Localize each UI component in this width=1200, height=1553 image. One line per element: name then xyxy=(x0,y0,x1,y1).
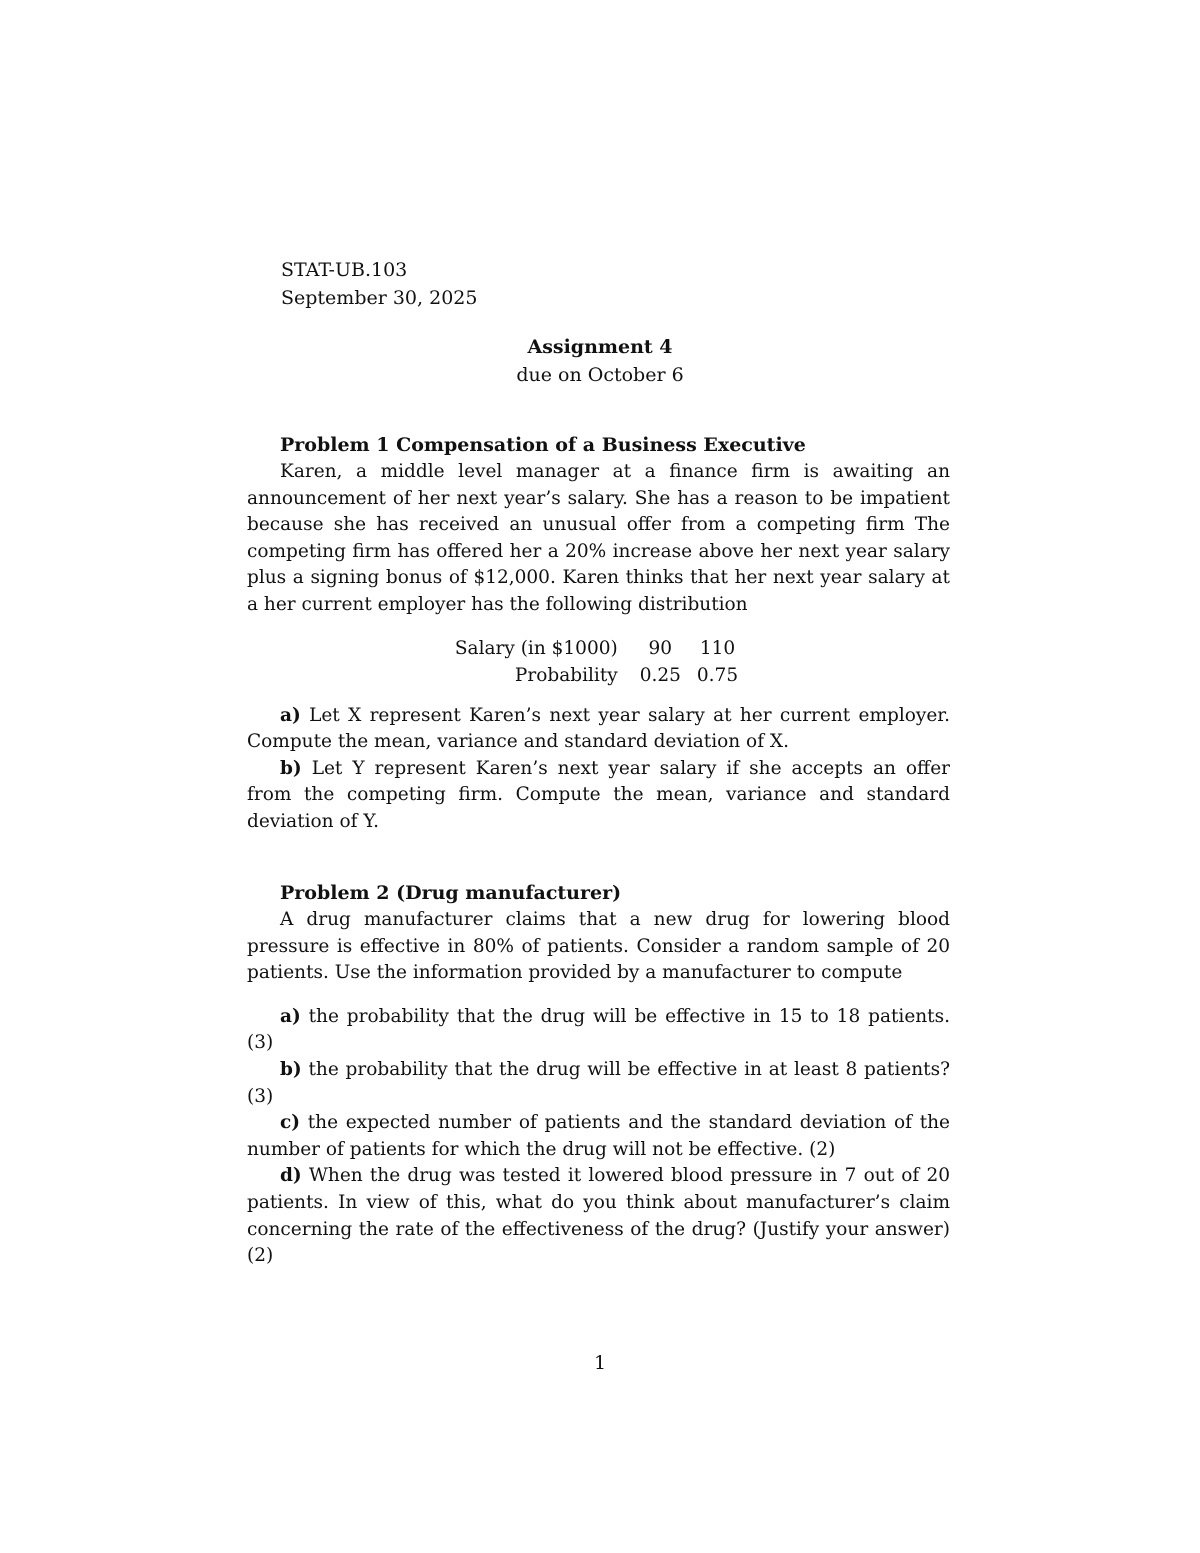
problem-1-part-b xyxy=(247,756,950,836)
probability-label: Probability xyxy=(514,664,618,686)
due-date: due on October 6 xyxy=(516,364,684,386)
part-label: a) xyxy=(280,1005,301,1027)
problem-1-part-a xyxy=(247,703,950,756)
table-cell: 0.25 xyxy=(639,664,681,686)
title-block xyxy=(0,333,1200,389)
part-label: a) xyxy=(280,704,301,726)
course-code: STAT-UB.103 xyxy=(281,259,408,281)
problem-1-intro: Karen, a middle level manager at a finance firm is awaiting an announcement of her next year’s salary. She has a reason to be impatient because she has received an unusual offer from a competing firm The competing firm has offered her a 20% increase above her next year salary plus a signing bonus of $12,000. Karen thinks that her next year salary at a her current employer has the following distribution xyxy=(247,461,950,615)
problem-1 xyxy=(247,432,950,836)
part-text: the probability that the drug will be effective in 15 to 18 patients.(3) xyxy=(247,1005,950,1054)
part-text: Let Y represent Karen’s next year salary if she accepts an offer from the competing firm. Compute the mean, variance and standard deviation of Y. xyxy=(247,757,950,832)
problem-2-part-d xyxy=(247,1163,950,1269)
assignment-date: September 30, 2025 xyxy=(281,287,478,309)
part-label: d) xyxy=(280,1165,302,1187)
problem-2 xyxy=(247,880,950,1270)
assignment-title: Assignment 4 xyxy=(527,336,673,358)
part-label: b) xyxy=(280,757,302,779)
course-info xyxy=(281,256,477,312)
table-cell: 110 xyxy=(699,637,736,659)
problem-2-heading: Problem 2 (Drug manufacturer) xyxy=(280,882,622,904)
salary-label: Salary (in $1000) xyxy=(454,637,618,659)
problem-2-part-a xyxy=(247,1004,950,1057)
part-label: b) xyxy=(280,1058,302,1080)
part-label: c) xyxy=(280,1112,301,1134)
table-row xyxy=(447,662,746,689)
problem-2-intro: A drug manufacturer claims that a new drug for lowering blood pressure is effective in 80% of patients. Consider a random sample of 20 patients. Use the information provided by a manufacturer to compute xyxy=(247,909,950,984)
part-text: the expected number of patients and the standard deviation of the number of patients for which the drug will not be effective. (2) xyxy=(247,1112,950,1160)
page-number: 1 xyxy=(593,1352,607,1374)
part-text: When the drug was tested it lowered blood pressure in 7 out of 20 patients. In view of this, what do you think about manufacturer’s claim concerning the rate of the effectiveness of the drug? (Justify your answer) (2) xyxy=(247,1165,950,1267)
spacer xyxy=(247,987,950,1004)
table-cell: 90 xyxy=(648,637,673,659)
problem-2-part-b xyxy=(247,1057,950,1110)
problem-1-heading: Problem 1 Compensation of a Business Executive xyxy=(280,434,806,456)
table-row xyxy=(447,635,746,662)
table-cell: 0.75 xyxy=(696,664,739,686)
part-text: Let X represent Karen’s next year salary at her current employer. Compute the mean, variance and standard deviation of X. xyxy=(247,704,950,753)
part-text: the probability that the drug will be effective in at least 8 patients? (3) xyxy=(247,1058,950,1107)
salary-distribution-table xyxy=(447,635,746,689)
problem-2-part-c xyxy=(247,1110,950,1163)
